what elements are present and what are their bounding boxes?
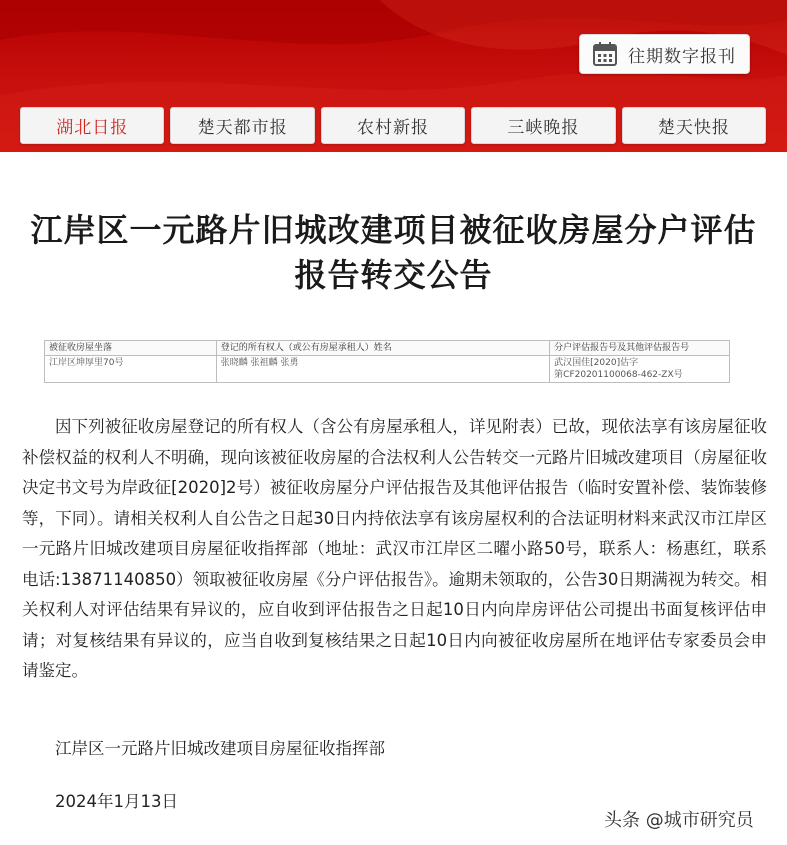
table-header-report-number: 分户评估报告号及其他评估报告号 <box>550 341 730 356</box>
article-signature: 江岸区一元路片旧城改建项目房屋征收指挥部 <box>55 739 385 758</box>
article-date: 2024年1月13日 <box>55 792 178 811</box>
article-title: 江岸区一元路片旧城改建项目被征收房屋分户评估报告转交公告 <box>30 211 757 294</box>
tab-chutian-express[interactable]: 楚天快报 <box>622 107 766 144</box>
archive-button-label: 往期数字报刊 <box>628 46 736 67</box>
attachment-table <box>44 340 730 383</box>
archive-digital-newspaper-button[interactable] <box>579 34 750 74</box>
tab-chutian-metropolis[interactable]: 楚天都市报 <box>170 107 314 144</box>
table-cell-report-number: 武汉国佳[2020]估字 第CF20201100068-462-ZX号 <box>550 356 730 383</box>
source-watermark: 头条 @城市研究员 <box>604 810 754 831</box>
newspaper-tabs <box>20 107 766 144</box>
tab-sanxia-evening[interactable]: 三峡晚报 <box>471 107 615 144</box>
calendar-icon <box>592 41 618 67</box>
article-body: 因下列被征收房屋登记的所有权人（含公有房屋承租人，详见附表）已故，现依法享有该房屋征收补偿权益的权利人不明确，现向该被征收房屋的合法权利人公告转交一元路片旧城改建项目（房屋征收决定书文号为岸政征[2020]2号）被征收房屋分户评估报告及其他评估报告（临时安置补偿、装饰装修等，下同）。请相关权利人自公告之日起30日内持依法享有该房屋权利的合法证明材料来武汉市江岸区一元路片旧城改建项目房屋征收指挥部（地址：武汉市江岸区二曜小路50号，联系人：杨惠红，联系电话:13871140850）领取被征收房屋《分户评估报告》。逾期未领取的，公告30日期满视为转交。相关权利人对评估结果有异议的，应自收到评估报告之日起10日内向岸房评估公司提出书面复核评估申请；对复核结果有异议的，应当自收到复核结果之日起10日内向被征收房屋所在地评估专家委员会申请鉴定。 <box>22 417 767 680</box>
table-header-owner: 登记的所有权人（或公有房屋承租人）姓名 <box>216 341 549 356</box>
tab-rural-news[interactable]: 农村新报 <box>321 107 465 144</box>
table-cell-owner: 张晓麟 张祖麟 张勇 <box>216 356 549 383</box>
tab-hubei-daily[interactable]: 湖北日报 <box>20 107 164 144</box>
table-cell-location: 江岸区坤厚里70号 <box>45 356 217 383</box>
table-row <box>45 356 730 383</box>
table-header-location: 被征收房屋坐落 <box>45 341 217 356</box>
site-header <box>0 0 787 152</box>
